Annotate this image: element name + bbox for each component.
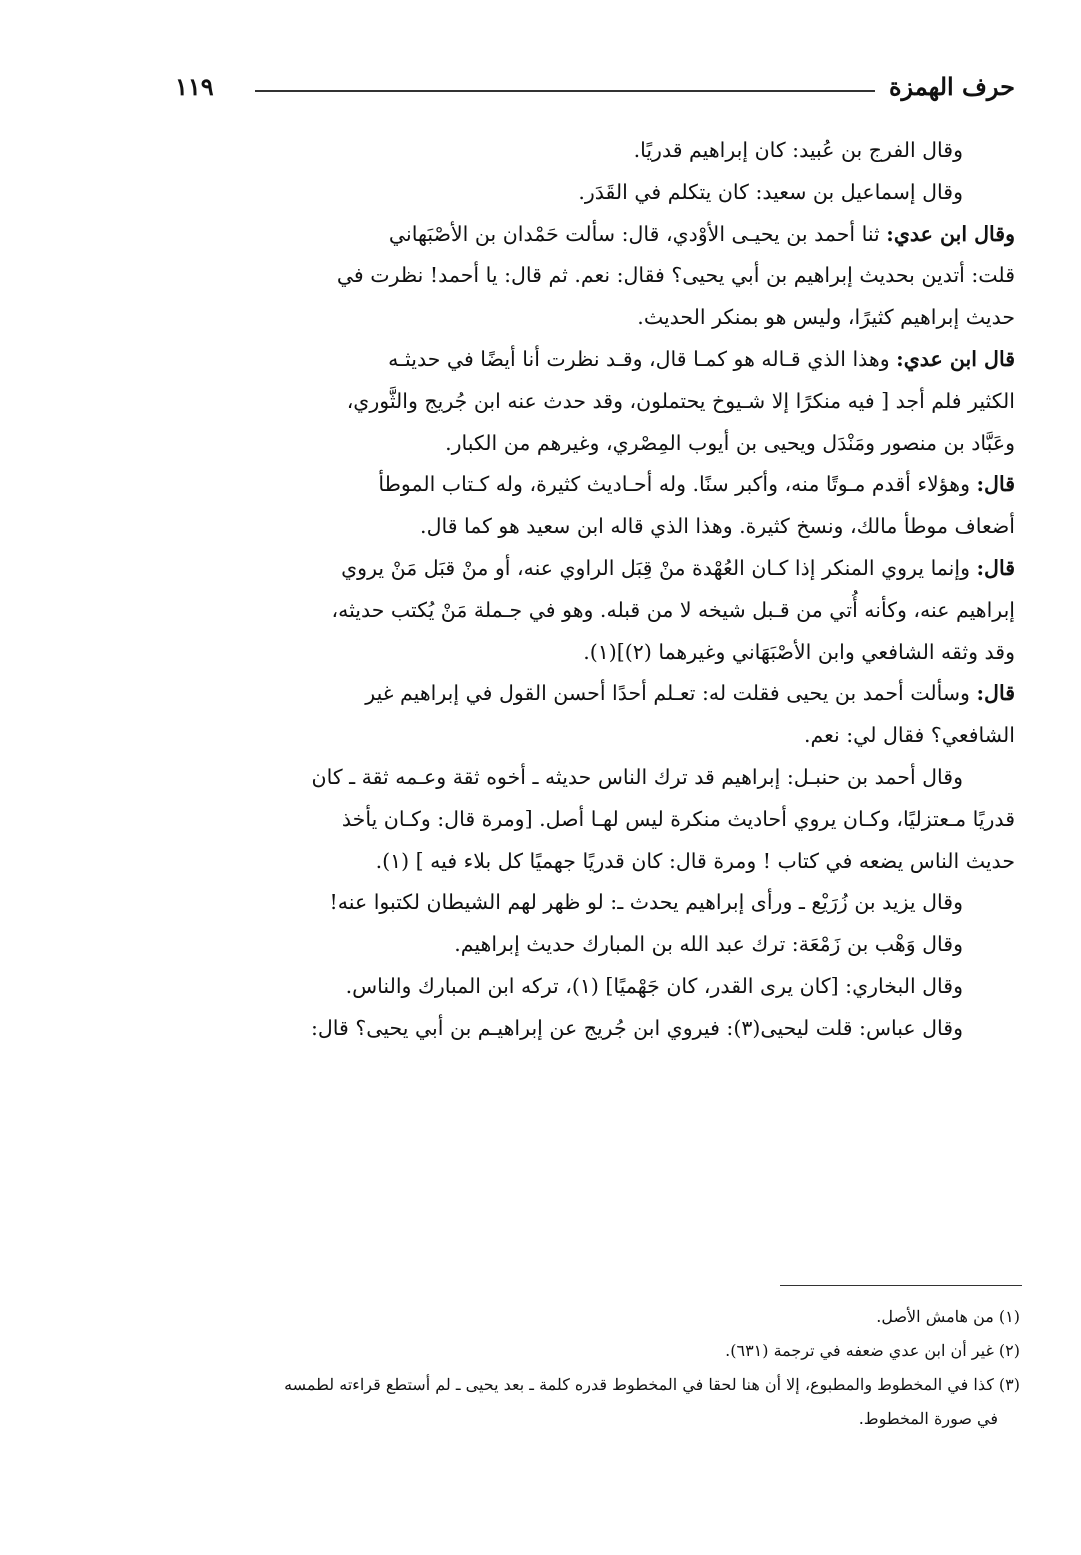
- line-text: أضعاف موطأ مالك، ونسخ كثيرة. وهذا الذي قاله ابن سعيد هو كما قال.: [420, 514, 1015, 539]
- page-number: ١١٩: [175, 72, 214, 101]
- line-text: وعَبَّاد بن منصور ومَنْدَل ويحيى بن أيوب المِصْري، وغيرهم من الكبار.: [445, 430, 1015, 455]
- footnotes: [150, 1300, 1020, 1436]
- text-line: [150, 339, 1015, 381]
- line-text: وقد وثقه الشافعي وابن الأصْبَهَاني وغيرهما (٢)](١).: [583, 639, 1015, 664]
- paragraph-lead: قال:: [976, 555, 1015, 580]
- text-line: [150, 590, 1015, 632]
- line-text: وقال إسماعيل بن سعيد: كان يتكلم في القَدَر.: [578, 179, 963, 204]
- text-line: [150, 799, 1015, 841]
- text-line: [150, 172, 1015, 214]
- paragraph-lead: قال:: [976, 472, 1015, 497]
- body-text: [150, 130, 1015, 1050]
- line-text: قلت: أتدين بحديث إبراهيم بن أبي يحيى؟ فقال: نعم. ثم قال: يا أحمد! نظرت في: [336, 263, 1015, 288]
- text-line: [150, 548, 1015, 590]
- text-line: [150, 464, 1015, 506]
- text-line: [150, 841, 1015, 883]
- text-line: [150, 673, 1015, 715]
- text-line: [150, 423, 1015, 465]
- text-line: [150, 214, 1015, 256]
- line-text: الشافعي؟ فقال لي: نعم.: [804, 723, 1015, 748]
- line-text: الكثير فلم أجد [ فيه منكرًا إلا شـيوخ يحتملون، وقد حدث عنه ابن جُريج والثَّوري،: [346, 388, 1015, 413]
- footnote: (٢) غير أن ابن عدي ضعفه في ترجمة (٦٣١).: [725, 1341, 1020, 1360]
- paragraph-lead: قال ابن عدي:: [896, 346, 1015, 371]
- line-text: وقال يزيد بن زُرَيْع ـ ورأى إبراهيم يحدث ـ: لو ظهر لهم الشيطان لكتبوا عنه!: [329, 890, 963, 915]
- line-text: ثنا أحمد بن يحيـى الأوْدي، قال: سألت حَمْدان بن الأصْبَهاني: [388, 221, 887, 246]
- line-text: إبراهيم عنه، وكأنه أُتي من قـبل شيخه لا من قبله. وهو في جـملة مَنْ يُكتب حديثه،: [331, 597, 1015, 622]
- line-text: وقال عباس: قلت ليحيى(٣): فيروي ابن جُريج عن إبراهيـم بن أبي يحيى؟ قال:: [310, 1015, 963, 1040]
- footnote: (٣) كذا في المخطوط والمطبوع، إلا أن هنا لحقا في المخطوط قدره كلمة ـ بعد يحيى ـ لم أستطع قراءته لطمسه: [284, 1375, 1020, 1394]
- text-line: [150, 506, 1015, 548]
- line-text: حديث الناس يضعه في كتاب ! ومرة قال: كان قدريًا جهميًا كل بلاء فيه ] (١).: [375, 848, 1015, 873]
- text-line: [150, 130, 1015, 172]
- line-text: وهؤلاء أقدم مـوتًا منه، وأكبر سنًا. وله أحـاديث كثيرة، وله كـتاب الموطأ: [378, 472, 977, 497]
- text-line: [150, 757, 1015, 799]
- text-line: [150, 924, 1015, 966]
- text-line: [150, 297, 1015, 339]
- footnote-rule: [780, 1285, 1022, 1286]
- text-line: [150, 1008, 1015, 1050]
- header-rule: [255, 90, 875, 92]
- line-text: وقال البخاري: [كان يرى القدر، كان جَهْميًا] (١)، تركه ابن المبارك والناس.: [345, 973, 963, 998]
- text-line: [150, 255, 1015, 297]
- line-text: وسألت أحمد بن يحيى فقلت له: تعـلم أحدًا أحسن القول في إبراهيم غير: [365, 681, 977, 706]
- section-title: حرف الهمزة: [888, 72, 1015, 101]
- line-text: وقال وَهْب بن زَمْعَة: ترك عبد الله بن المبارك حديث إبراهيم.: [454, 932, 963, 957]
- line-text: قدريًا مـعتزليًا، وكـان يروي أحاديث منكرة ليس لهـا أصل. [ومرة قال: وكـان يأخذ: [341, 806, 1015, 831]
- footnote: (١) من هامش الأصل.: [876, 1307, 1020, 1326]
- text-line: [150, 966, 1015, 1008]
- line-text: وهذا الذي قـاله هو كمـا قال، وقـد نظرت أنا أيضًا في حديثـه: [388, 346, 897, 371]
- text-line: [150, 632, 1015, 674]
- text-line: [150, 381, 1015, 423]
- text-line: [150, 715, 1015, 757]
- line-text: وقال أحمد بن حنبـل: إبراهيم قد ترك الناس حديثه ـ أخوه ثقة وعـمه ثقة ـ كان: [311, 764, 963, 789]
- footnote: في صورة المخطوط.: [858, 1409, 998, 1428]
- text-line: [150, 882, 1015, 924]
- paragraph-lead: وقال ابن عدي:: [886, 221, 1015, 246]
- page-header: [175, 72, 1015, 112]
- line-text: وإنما يروي المنكر إذا كـان العُهْدة منْ قِبَل الراوي عنه، أو منْ قبَل مَنْ يروي: [341, 555, 977, 580]
- line-text: وقال الفرج بن عُبيد: كان إبراهيم قدريًا.: [633, 138, 963, 162]
- line-text: حديث إبراهيم كثيرًا، وليس هو بمنكر الحديث.: [637, 305, 1015, 330]
- paragraph-lead: قال:: [976, 681, 1015, 706]
